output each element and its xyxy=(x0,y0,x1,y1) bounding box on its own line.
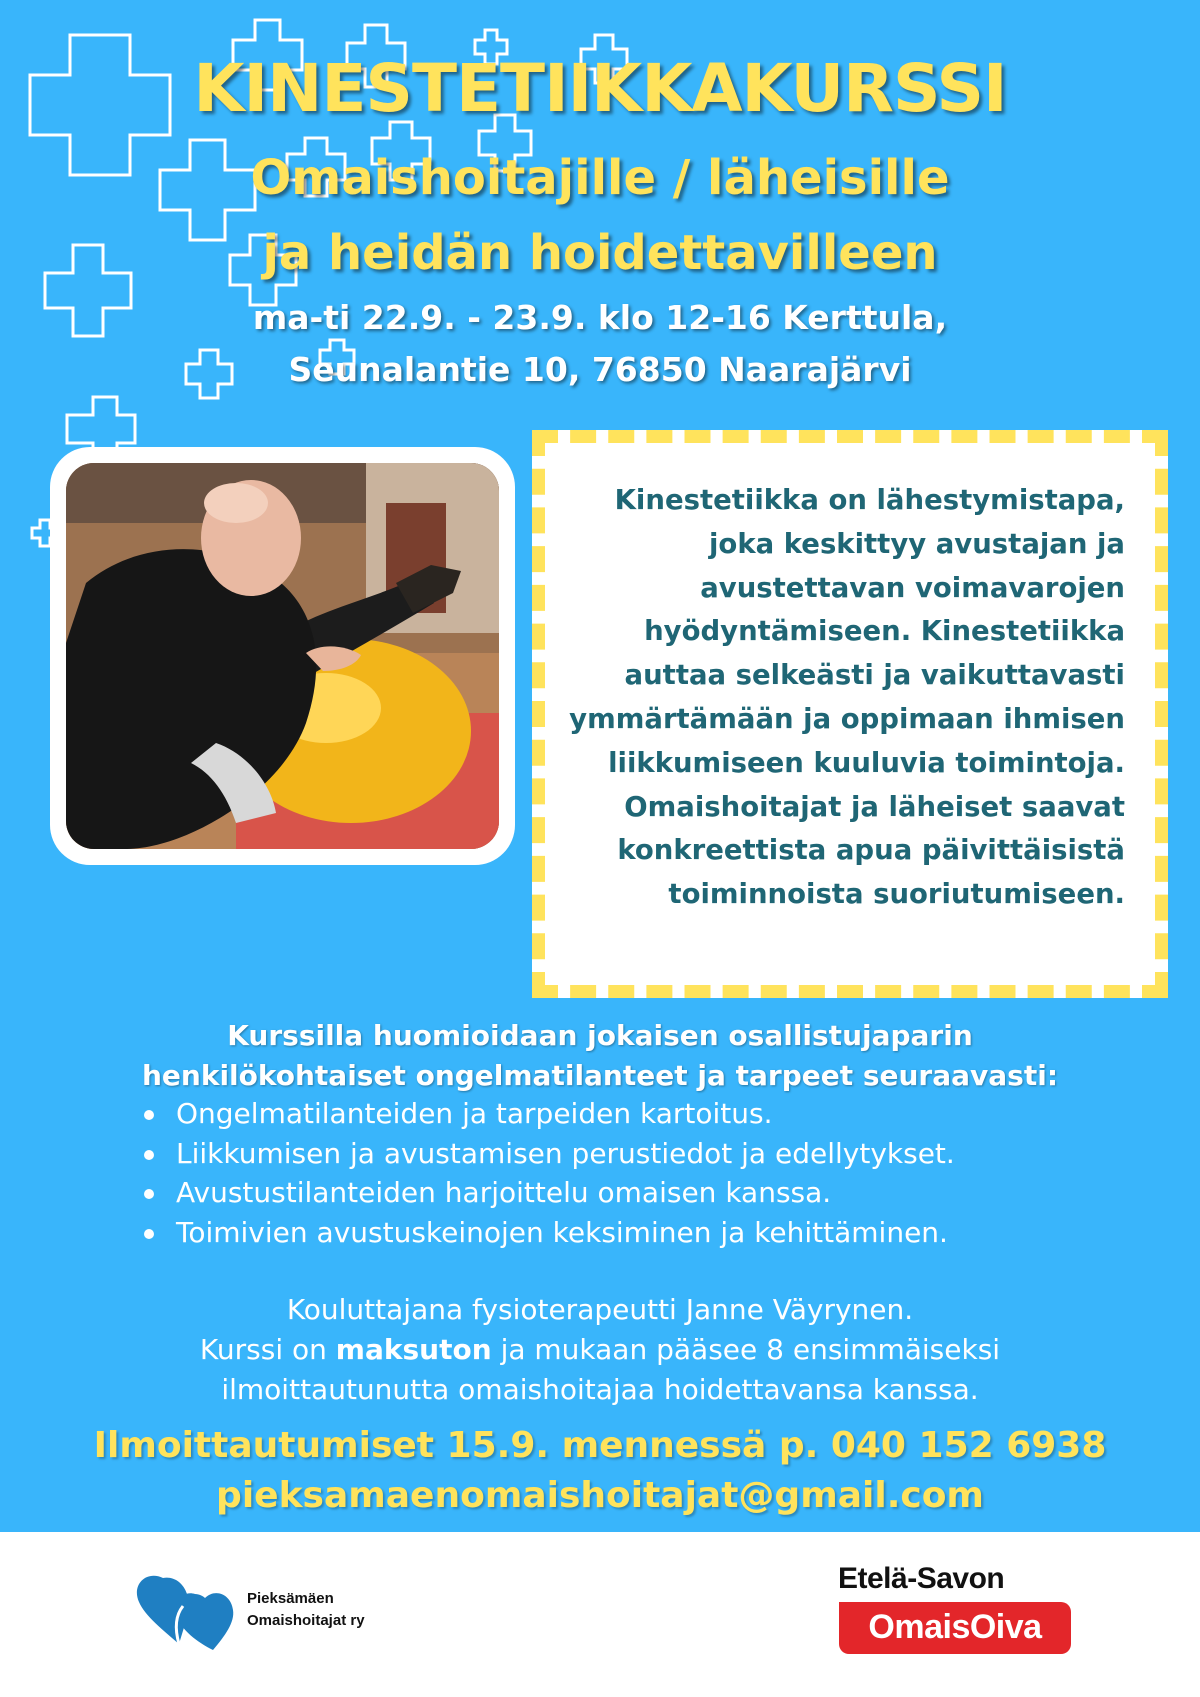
right-logo-title: Etelä-Savon xyxy=(838,1562,1005,1595)
photo-frame xyxy=(50,447,515,865)
registration-email[interactable]: pieksamaenomaishoitajat@gmail.com xyxy=(216,1475,984,1516)
registration-phone[interactable]: Ilmoittautumiset 15.9. mennessä p. 040 152 6938 xyxy=(93,1425,1107,1466)
course-intro-line2: henkilökohtaiset ongelmatilanteet ja tarpeet seuraavasti: xyxy=(141,1059,1059,1092)
left-logo-line1: Pieksämäen xyxy=(247,1590,334,1607)
footer xyxy=(0,1532,1200,1697)
fee-line xyxy=(0,1330,1200,1370)
cross-outline-icon xyxy=(67,397,135,451)
list-item: Liikkumisen ja avustamisen perustiedot ja edellytykset. xyxy=(140,1134,955,1174)
left-logo-text xyxy=(247,1588,365,1632)
course-photo xyxy=(66,463,499,849)
course-date-time: ma-ti 22.9. - 23.9. klo 12-16 Kerttula, xyxy=(252,298,948,337)
course-intro-line1: Kurssilla huomioidaan jokaisen osallistujaparin xyxy=(227,1019,973,1052)
list-item: Ongelmatilanteiden ja tarpeiden kartoitus. xyxy=(140,1094,955,1134)
heart-logo-icon xyxy=(135,1572,235,1652)
participants-line: ilmoittautunutta omaishoitajaa hoidettavansa kanssa. xyxy=(221,1373,979,1406)
course-address: Seunalantie 10, 76850 Naarajärvi xyxy=(288,350,912,389)
kinestetics-description: Kinestetiikka on lähestymistapa, joka keskittyy avustajan ja avustettavan voimavarojen hyödyntämiseen. Kinestetiikka auttaa selkeästi ja vaikuttavasti ymmärtämään ja oppimaan ihmisen liikkumiseen kuuluvia toimintoja. Omaishoitajat ja läheiset saavat konkreettista apua päivittäisistä toiminnoista suoriutumiseen. xyxy=(569,484,1125,911)
course-title: KINESTETIIKKAKURSSI xyxy=(193,50,1007,127)
fee-line-pre: Kurssi on xyxy=(199,1333,327,1366)
course-subtitle-line2: ja heidän hoidettavilleen xyxy=(262,225,938,281)
left-logo-line2: Omaishoitajat ry xyxy=(247,1612,365,1629)
right-logo-badge xyxy=(839,1602,1071,1654)
trainer-line: Kouluttajana fysioterapeutti Janne Väyrynen. xyxy=(286,1293,914,1326)
info-box xyxy=(532,430,1168,998)
fee-line-post: ja mukaan pääsee 8 ensimmäiseksi xyxy=(500,1333,1001,1366)
fee-free-emphasis: maksuton xyxy=(335,1333,492,1366)
course-subtitle-line1: Omaishoitajille / läheisille xyxy=(250,150,950,206)
list-item: Toimivien avustuskeinojen keksiminen ja kehittäminen. xyxy=(140,1213,955,1253)
course-topics-list xyxy=(140,1094,955,1252)
list-item: Avustustilanteiden harjoittelu omaisen kanssa. xyxy=(140,1173,955,1213)
right-logo-badge-text: OmaisOiva xyxy=(868,1608,1042,1646)
